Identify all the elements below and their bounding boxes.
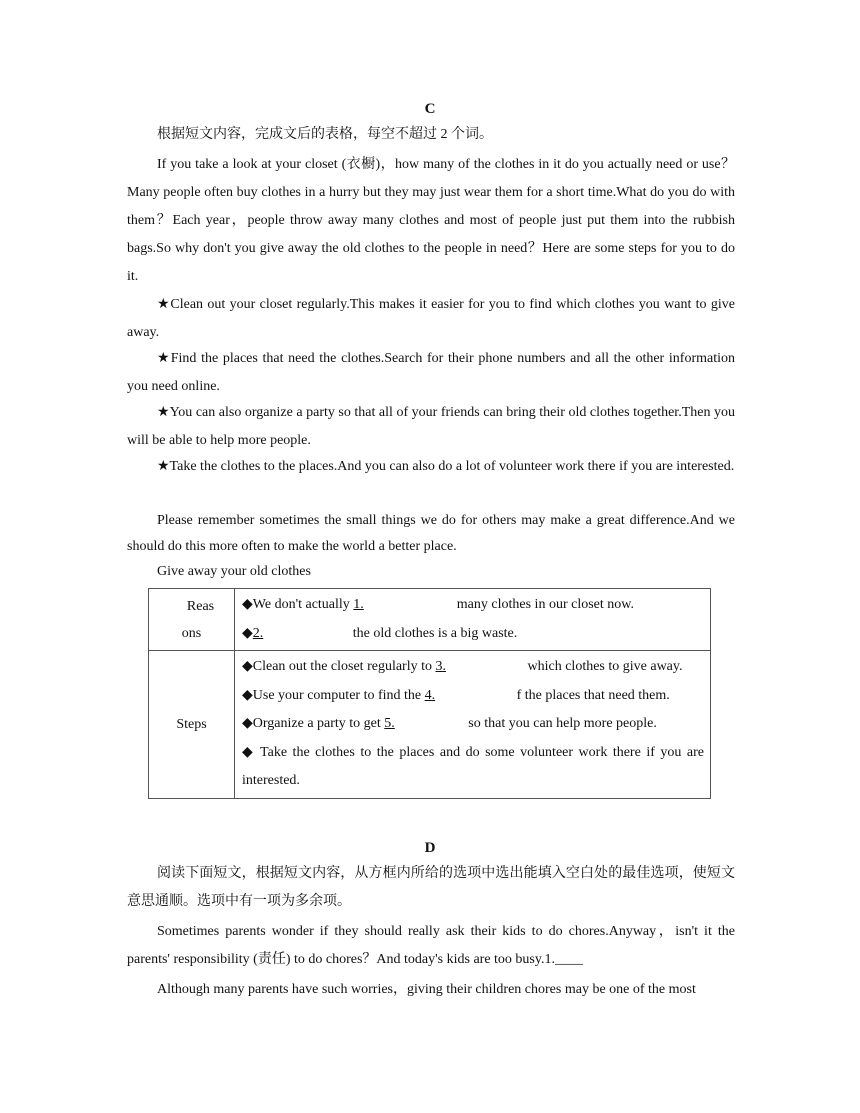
step-line-1 <box>242 653 704 682</box>
blank-5: 5. <box>384 716 395 731</box>
step-line-4-continued: interested. <box>242 773 300 788</box>
section-c-instruction: 根据短文内容，完成文后的表格，每空不超过 2 个词。 <box>157 127 493 142</box>
table-row-reasons <box>149 589 711 651</box>
reasons-content-cell <box>235 589 711 651</box>
reasons-label-part-2: ons <box>181 625 202 641</box>
step-1-text-after: which clothes to give away. <box>527 659 683 674</box>
step-line-3 <box>242 710 704 739</box>
step-paragraph-4: ★Take the clothes to the places.And you can also do a lot of volunteer work there if you are interested. <box>157 459 735 474</box>
step-paragraph-1: ★Clean out your closet regularly.This makes it easier for you to find which clothes you want to give away. <box>127 297 735 340</box>
reasons-label-cell <box>149 589 235 651</box>
section-d-paragraph-1 <box>127 918 735 974</box>
reason-2-text-after: the old clothes is a big waste. <box>352 625 518 641</box>
step-paragraph-2: ★Find the places that need the clothes.Search for their phone numbers and all the other information you need online. <box>127 351 735 394</box>
closing-paragraph: Please remember sometimes the small things we do for others may make a great difference.And we should do this more often to make the world a better place. <box>127 513 735 554</box>
step-line-4: ◆ Take the clothes to the places and do some volunteer work there if you are <box>242 744 704 760</box>
blank-2: 2. <box>252 625 264 641</box>
step-2-text-after: f the places that need them. <box>516 687 670 703</box>
info-table <box>148 588 711 799</box>
blank-1: 1. <box>353 597 364 612</box>
section-d-paragraph-2: Although many parents have such worries，giving their children chores may be one of the most <box>157 982 696 997</box>
steps-content-cell <box>235 651 711 799</box>
blank-4: 4. <box>424 687 436 703</box>
table-row-steps <box>149 651 711 799</box>
step-line-2 <box>242 682 704 711</box>
step-paragraph-3: ★You can also organize a party so that all of your friends can bring their old clothes together.Then you will be able to help more people. <box>127 405 735 448</box>
section-c-heading: C <box>424 101 436 117</box>
reason-1-text-before: ◆We don't actually <box>242 597 354 612</box>
reason-1-text-after: many clothes in our closet now. <box>453 597 634 612</box>
step-2-text-before: ◆Use your computer to find the <box>242 687 425 703</box>
answer-blank-1: 1.____ <box>544 952 583 967</box>
section-d-instruction: 阅读下面短文，根据短文内容，从方框内所给的选项中选出能填入空白处的最佳选项，使短文意思通顺。选项中有一项为多余项。 <box>127 866 735 909</box>
step-3-text-before: ◆Organize a party to get <box>242 716 385 731</box>
section-d-heading: D <box>424 840 436 856</box>
step-3-text-after: so that you can help more people. <box>468 716 657 731</box>
step-1-text-before: ◆Clean out the closet regularly to <box>242 659 436 674</box>
table-title: Give away your old clothes <box>157 564 311 579</box>
reason-line-1 <box>242 591 704 620</box>
reason-2-text-before: ◆ <box>242 625 253 641</box>
steps-label-cell: Steps <box>149 651 235 799</box>
paragraph-1-text: Sometimes parents wonder if they should really ask their kids to do chores.Anyway，isn't it the parents' responsibility (责任) to do chores？And today's kids are too busy. <box>127 924 735 967</box>
reason-line-2 <box>242 620 704 649</box>
reasons-label-part-1: Reas <box>186 598 215 614</box>
blank-3: 3. <box>435 659 446 674</box>
section-c-intro-paragraph: If you take a look at your closet (衣橱)，how many of the clothes in it do you actually need or use？Many people often buy clothes in a hurry but they may just wear them for a short time.What do you do with them？Each year，people throw away many clothes and most of people just put them into the rubbish bags.So why don't you give away the old clothes to the people in need？Here are some steps for you to do it. <box>127 157 735 284</box>
